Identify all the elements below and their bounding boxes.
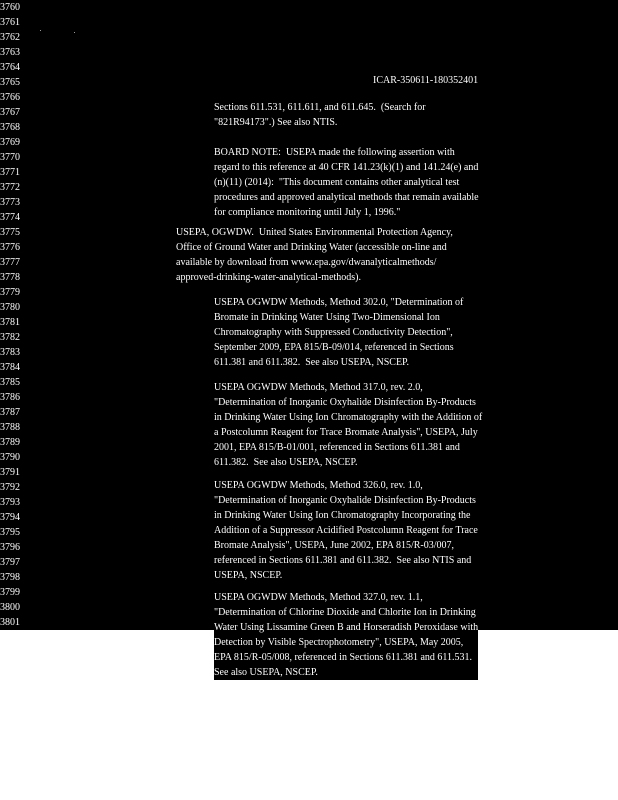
line-number: 3801 bbox=[0, 615, 618, 630]
line-number: 3799 bbox=[0, 585, 618, 600]
line-number: 3767 bbox=[0, 105, 618, 120]
line-number: 3773 bbox=[0, 195, 618, 210]
text-line: USEPA, NSCEP. bbox=[214, 568, 478, 583]
line-number: 3760 bbox=[0, 0, 618, 15]
line-number: 3793 bbox=[0, 495, 618, 510]
line-number: 3769 bbox=[0, 135, 618, 150]
text-block-method-326 bbox=[214, 478, 478, 583]
line-number: 3768 bbox=[0, 120, 618, 135]
text-line: EPA 815/R-05/008, referenced in Sections 611.381 and 611.531. bbox=[214, 650, 478, 665]
text-line: 611.382. See also USEPA, NSCEP. bbox=[214, 455, 482, 470]
text-line: Bromate Analysis", USEPA, June 2002, EPA 815/R-03/007, bbox=[214, 538, 478, 553]
scan-speck bbox=[74, 32, 75, 33]
line-number: 3771 bbox=[0, 165, 618, 180]
text-line: 611.381 and 611.382. See also USEPA, NSCEP. bbox=[214, 355, 463, 370]
line-number: 3775 bbox=[0, 225, 618, 240]
line-number: 3786 bbox=[0, 390, 618, 405]
line-number: 3788 bbox=[0, 420, 618, 435]
text-block-method-302 bbox=[214, 295, 463, 370]
line-number: 3764 bbox=[0, 60, 618, 75]
text-line: a Postcolumn Reagent for Trace Bromate Analysis", USEPA, July bbox=[214, 425, 482, 440]
line-number: 3778 bbox=[0, 270, 618, 285]
text-line: Bromate in Drinking Water Using Two-Dimensional Ion bbox=[214, 310, 463, 325]
text-line: Chromatography with Suppressed Conductivity Detection", bbox=[214, 325, 463, 340]
line-number: 3779 bbox=[0, 285, 618, 300]
line-number: 3783 bbox=[0, 345, 618, 360]
line-number: 3797 bbox=[0, 555, 618, 570]
text-line: USEPA OGWDW Methods, Method 327.0, rev. 1.1, bbox=[214, 590, 478, 605]
text-line: BOARD NOTE: USEPA made the following assertion with bbox=[214, 145, 479, 160]
text-line: procedures and approved analytical methods that remain available bbox=[214, 192, 479, 203]
text-line: USEPA, OGWDW. United States Environmental Protection Agency, bbox=[176, 227, 453, 238]
text-line: "Determination of Chlorine Dioxide and Chlorite Ion in Drinking bbox=[214, 605, 478, 620]
document-id-header: ICAR-350611-180352401 bbox=[373, 75, 479, 86]
line-number: 3772 bbox=[0, 180, 618, 195]
text-line: USEPA OGWDW Methods, Method 317.0, rev. 2.0, bbox=[214, 380, 482, 395]
text-line: Sections 611.531, 611.611, and 611.645. (Search for bbox=[214, 102, 426, 113]
text-line: (n)(11) (2014): "This document contains other analytical test bbox=[214, 175, 479, 190]
text-block-method-317 bbox=[214, 380, 482, 470]
text-line: "Determination of Inorganic Oxyhalide Disinfection By-Products bbox=[214, 395, 482, 410]
text-line: See also USEPA, NSCEP. bbox=[214, 665, 478, 680]
line-number: 3787 bbox=[0, 405, 618, 420]
text-line: USEPA OGWDW Methods, Method 326.0, rev. 1.0, bbox=[214, 478, 478, 493]
text-line: "821R94173".) See also NTIS. bbox=[214, 115, 426, 130]
text-line: for compliance monitoring until July 1, 1996." bbox=[214, 205, 479, 220]
text-block-method-327 bbox=[214, 590, 478, 680]
text-line: Office of Ground Water and Drinking Water (accessible on-line and bbox=[176, 240, 453, 255]
line-number: 3796 bbox=[0, 540, 618, 555]
line-number: 3766 bbox=[0, 90, 618, 105]
line-number: 3763 bbox=[0, 45, 618, 60]
text-line: September 2009, EPA 815/B-09/014, referenced in Sections bbox=[214, 340, 463, 355]
text-line: USEPA OGWDW Methods, Method 302.0, "Determination of bbox=[214, 297, 464, 308]
text-line: Water Using Lissamine Green B and Horseradish Peroxidase with bbox=[214, 622, 479, 633]
line-number: 3791 bbox=[0, 465, 618, 480]
line-number: 3776 bbox=[0, 240, 618, 255]
line-number: 3781 bbox=[0, 315, 618, 330]
text-line: in Drinking Water Using Ion Chromatography Incorporating the bbox=[214, 508, 478, 523]
line-number: 3770 bbox=[0, 150, 618, 165]
line-number: 3795 bbox=[0, 525, 618, 540]
text-line: approved-drinking-water-analytical-methods). bbox=[176, 270, 453, 285]
line-number: 3789 bbox=[0, 435, 618, 450]
text-block-board-note bbox=[214, 145, 479, 220]
text-block-usepa-ogwdw bbox=[176, 225, 453, 285]
line-number: 3765 bbox=[0, 75, 618, 90]
line-number: 3777 bbox=[0, 255, 618, 270]
line-number: 3782 bbox=[0, 330, 618, 345]
line-number: 3774 bbox=[0, 210, 618, 225]
text-line: Detection by Visible Spectrophotometry", USEPA, May 2005, bbox=[214, 635, 478, 650]
line-number: 3794 bbox=[0, 510, 618, 525]
text-line: in Drinking Water Using Ion Chromatography with the Addition of bbox=[214, 412, 483, 423]
line-number: 3762 bbox=[0, 30, 618, 45]
line-number: 3784 bbox=[0, 360, 618, 375]
scan-speck bbox=[40, 30, 41, 31]
line-number: 3785 bbox=[0, 375, 618, 390]
text-line: Addition of a Suppressor Acidified Postcolumn Reagent for Trace bbox=[214, 525, 478, 536]
text-line: 2001, EPA 815/B-01/001, referenced in Sections 611.381 and bbox=[214, 440, 482, 455]
text-line: regard to this reference at 40 CFR 141.23(k)(1) and 141.24(e) and bbox=[214, 162, 479, 173]
line-number: 3780 bbox=[0, 300, 618, 315]
text-line: referenced in Sections 611.381 and 611.382. See also NTIS and bbox=[214, 553, 478, 568]
text-line: "Determination of Inorganic Oxyhalide Disinfection By-Products bbox=[214, 495, 476, 506]
line-number: 3790 bbox=[0, 450, 618, 465]
line-number: 3792 bbox=[0, 480, 618, 495]
line-number: 3761 bbox=[0, 15, 618, 30]
text-block-sections-ntis bbox=[214, 100, 426, 130]
line-number: 3800 bbox=[0, 600, 618, 615]
text-line: available by download from www.epa.gov/dwanalyticalmethods/ bbox=[176, 255, 453, 270]
line-number: 3798 bbox=[0, 570, 618, 585]
